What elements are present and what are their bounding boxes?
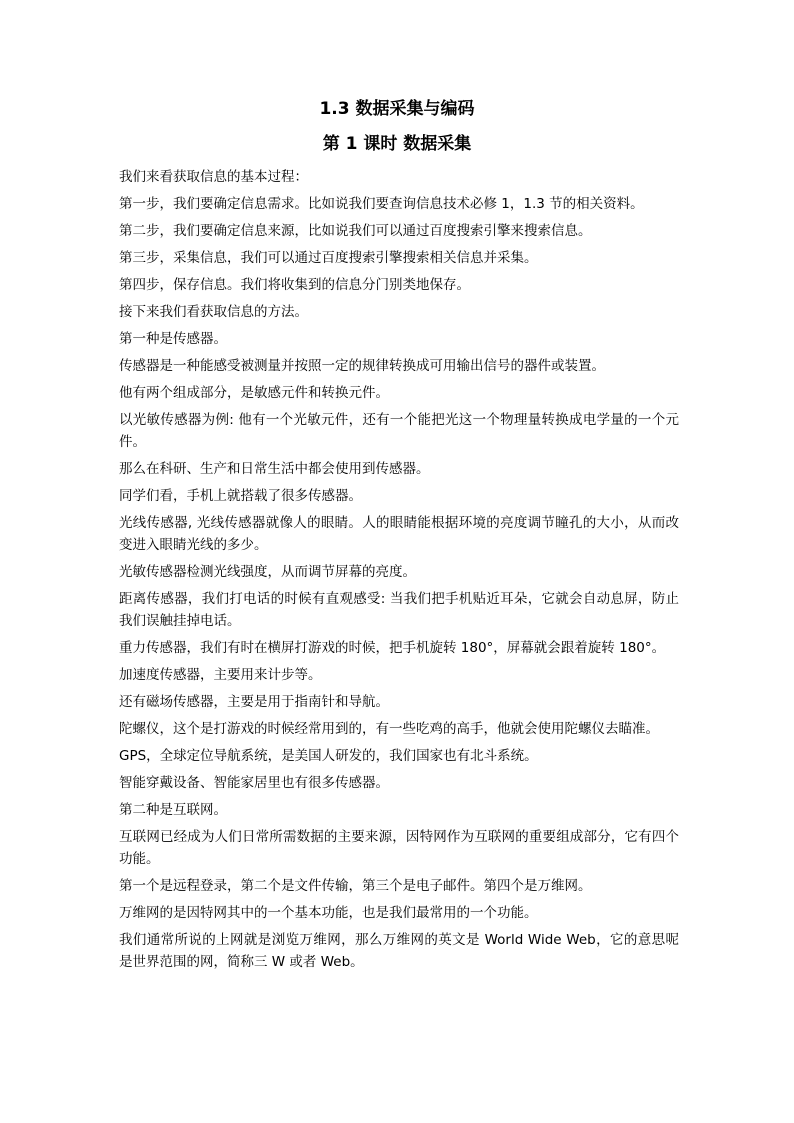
paragraph: 传感器是一种能感受被测量并按照一定的规律转换成可用输出信号的器件或装置。 [119,358,605,374]
paragraph: 以光敏传感器为例: 他有一个光敏元件，还有一个能把光这一个物理量转换成电学量的一个元件。 [119,412,679,450]
paragraph: 光敏传感器检测光线强度，从而调节屏幕的亮度。 [119,564,416,580]
paragraph: 距离传感器，我们打电话的时候有直观感受: 当我们把手机贴近耳朵，它就会自动息屏，防止我们误触挂掉电话。 [119,591,679,629]
paragraph: 互联网已经成为人们日常所需数据的主要来源，因特网作为互联网的重要组成部分，它有四个功能。 [119,829,679,867]
paragraph: 那么在科研、生产和日常生活中都会使用到传感器。 [119,461,430,477]
paragraph: 我们来看获取信息的基本过程： [119,169,308,185]
paragraph: 第一个是远程登录，第二个是文件传输，第三个是电子邮件。第四个是万维网。 [119,878,592,894]
paragraph: 万维网的是因特网其中的一个基本功能，也是我们最常用的一个功能。 [119,905,538,921]
paragraph: 还有磁场传感器，主要是用于指南针和导航。 [119,694,389,710]
paragraph: 第一种是传感器。 [119,331,227,347]
lesson-subtitle: 第 1 课时 数据采集 [322,134,472,154]
paragraph: 加速度传感器，主要用来计步等。 [119,667,322,683]
paragraph: GPS，全球定位导航系统，是美国人研发的，我们国家也有北斗系统。 [119,748,538,764]
document-title: 1.3 数据采集与编码 [319,99,475,119]
paragraph: 第二步，我们要确定信息来源，比如说我们可以通过百度搜索引擎来搜索信息。 [119,223,592,239]
paragraph: 陀螺仪，这个是打游戏的时候经常用到的，有一些吃鸡的高手，他就会使用陀螺仪去瞄准。 [119,721,659,737]
paragraph: 光线传感器, 光线传感器就像人的眼睛。人的眼睛能根据环境的亮度调节瞳孔的大小，从而改变进入眼睛光线的多少。 [119,515,679,553]
paragraph: 智能穿戴设备、智能家居里也有很多传感器。 [119,775,389,791]
paragraph: 第二种是互联网。 [119,802,227,818]
paragraph: 我们通常所说的上网就是浏览万维网，那么万维网的英文是 World Wide Web，它的意思呢是世界范围的网，简称三 W 或者 Web。 [119,932,679,970]
paragraph: 同学们看，手机上就搭载了很多传感器。 [119,488,362,504]
paragraph: 第四步，保存信息。我们将收集到的信息分门别类地保存。 [119,277,470,293]
paragraph: 第一步，我们要确定信息需求。比如说我们要查询信息技术必修 1，1.3 节的相关资料。 [119,196,644,212]
paragraph: 接下来我们看获取信息的方法。 [119,304,308,320]
paragraph: 重力传感器，我们有时在横屏打游戏的时候，把手机旋转 180°，屏幕就会跟着旋转 180°。 [119,640,666,656]
document-body [119,166,679,978]
paragraph: 第三步，采集信息，我们可以通过百度搜索引擎搜索相关信息并采集。 [119,250,538,266]
paragraph: 他有两个组成部分，是敏感元件和转换元件。 [119,385,389,401]
